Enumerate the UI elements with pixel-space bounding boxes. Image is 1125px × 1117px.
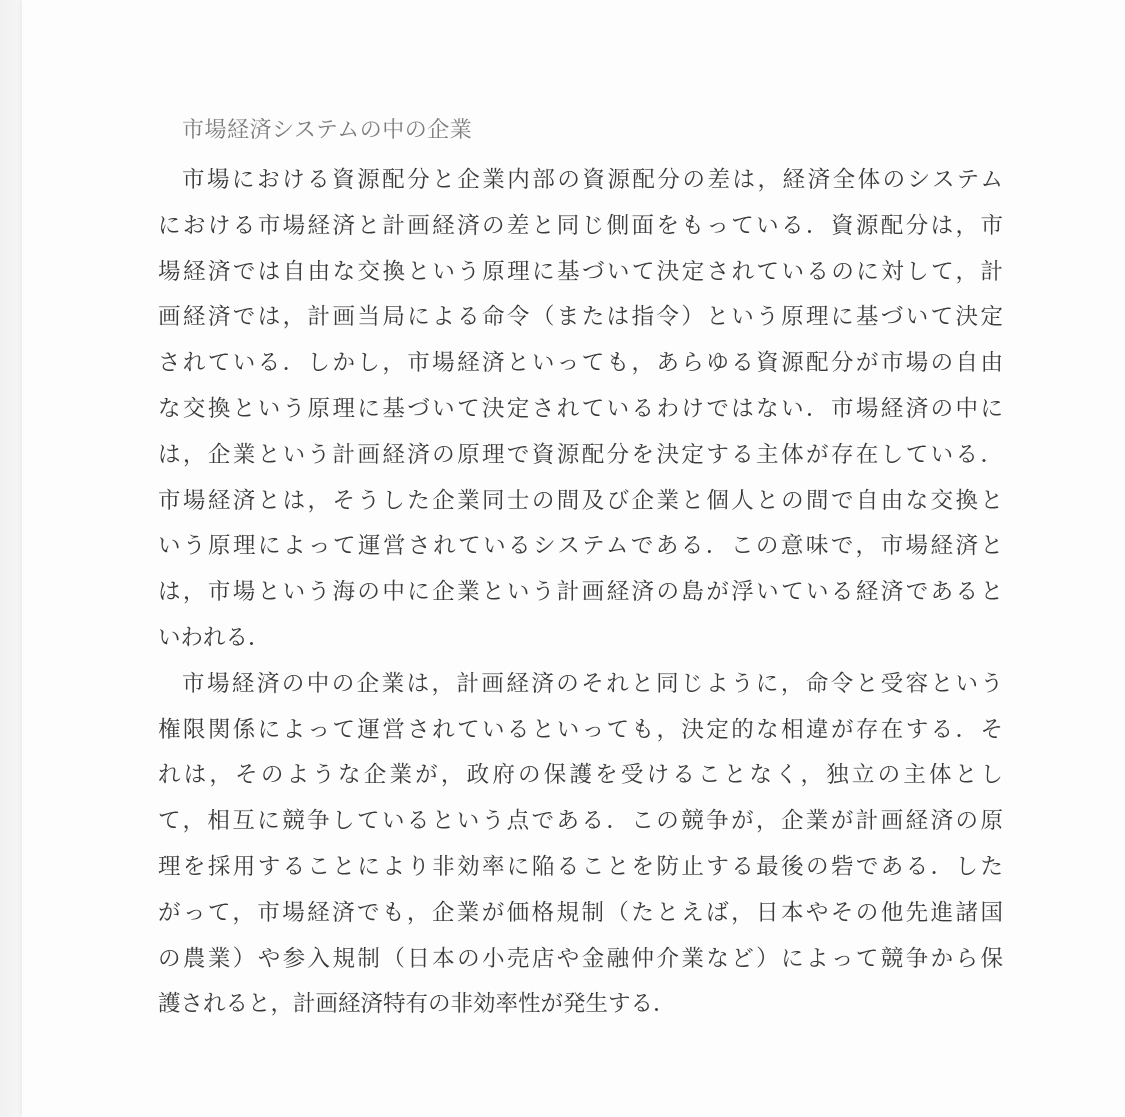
- paragraph-2-line: 理を採用することにより非効率に陥ることを防止する最後の砦である．した: [158, 853, 1003, 880]
- paragraph-1-line: されている．しかし，市場経済といっても，あらゆる資源配分が市場の自由: [158, 350, 1003, 377]
- page-gutter: [0, 0, 22, 1117]
- paragraph-1-line: における市場経済と計画経済の差と同じ側面をもっている．資源配分は，市: [158, 212, 1003, 239]
- paragraph-2-line: の農業）や参入規制（日本の小売店や金融仲介業など）によって競争から保: [158, 945, 1003, 972]
- paragraph-1-line: 市場における資源配分と企業内部の資源配分の差は，経済全体のシステム: [182, 167, 1003, 193]
- section-title: 市場経済システムの中の企業: [182, 118, 473, 143]
- paragraph-2-line: 権限関係によって運営されているといっても，決定的な相違が存在する．そ: [158, 716, 1003, 743]
- paragraph-1-line: 場経済では自由な交換という原理に基づいて決定されているのに対して，計: [158, 258, 1003, 285]
- paragraph-1-line: いう原理によって運営されているシステムである．この意味で，市場経済と: [158, 533, 1003, 560]
- paragraph-2-line: 護されると，計画経済特有の非効率性が発生する．: [158, 991, 676, 1018]
- paragraph-1-line: いわれる．: [158, 624, 271, 651]
- paragraph-1-line: な交換という原理に基づいて決定されているわけではない．市場経済の中に: [158, 395, 1003, 422]
- paragraph-1-line: 画経済では，計画当局による命令（または指令）という原理に基づいて決定: [158, 304, 1003, 331]
- paragraph-1-line: は，市場という海の中に企業という計画経済の島が浮いている経済であると: [158, 579, 1003, 606]
- paragraph-2-line: がって，市場経済でも，企業が価格規制（たとえば，日本やその他先進諸国: [158, 899, 1003, 926]
- body-text: [158, 158, 1003, 1028]
- paragraph-1-line: は，企業という計画経済の原理で資源配分を決定する主体が存在している．: [158, 441, 1003, 468]
- paragraph-2-line: 市場経済の中の企業は，計画経済のそれと同じように，命令と受容という: [182, 670, 1003, 697]
- paragraph-1-line: 市場経済とは，そうした企業同士の間及び企業と個人との間で自由な交換と: [158, 487, 1003, 514]
- paragraph-2-line: れは，そのような企業が，政府の保護を受けることなく，独立の主体とし: [158, 762, 1003, 789]
- paragraph-2-line: て，相互に競争しているという点である．この競争が，企業が計画経済の原: [158, 808, 1003, 835]
